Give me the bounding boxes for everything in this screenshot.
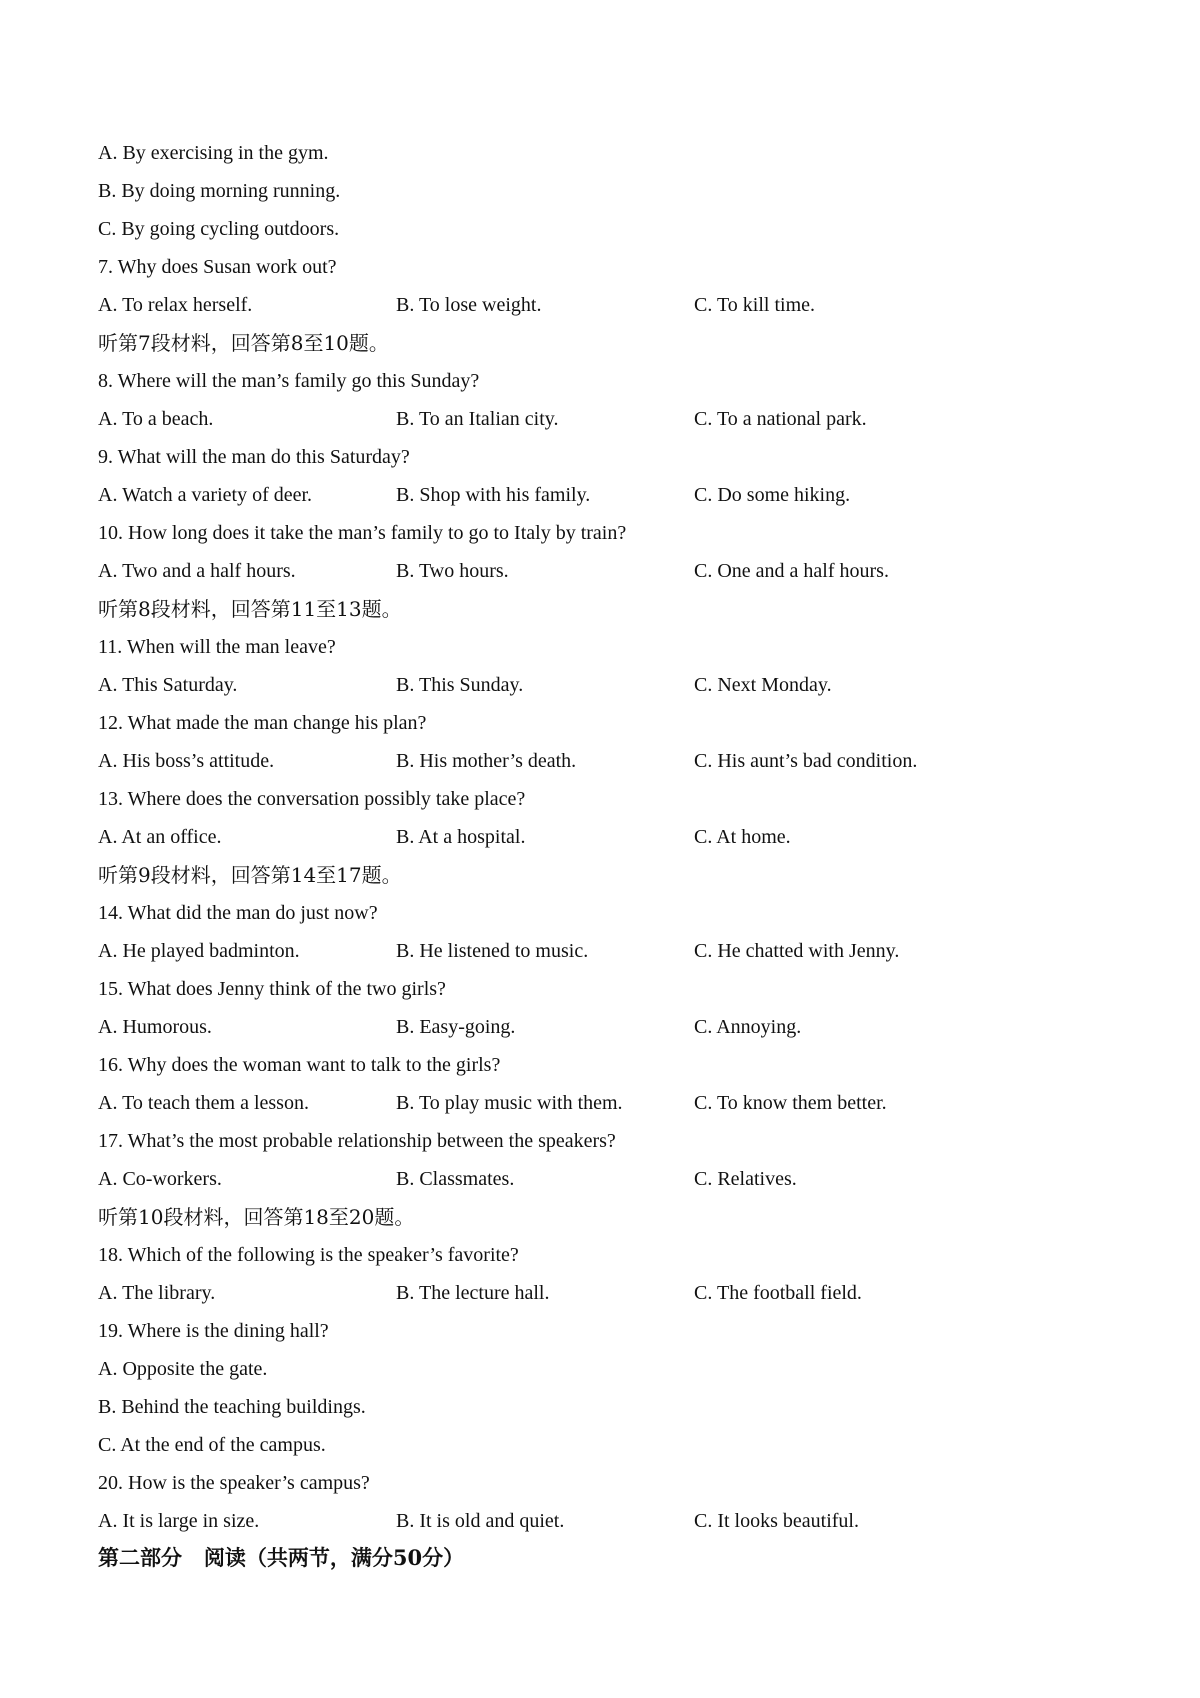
q15-option-c: C. Annoying. (694, 1016, 802, 1038)
question-11: 11. When will the man leave? (98, 636, 336, 658)
q7-option-a: A. To relax herself. (98, 294, 253, 316)
question-17: 17. What’s the most probable relationship between the speakers? (98, 1130, 616, 1152)
q7-option-c: C. To kill time. (694, 294, 816, 316)
q20-option-a: A. It is large in size. (98, 1510, 260, 1532)
q15-option-a: A. Humorous. (98, 1016, 212, 1038)
part-heading: 第二部分 阅读（共两节，满分50分） (98, 1545, 465, 1570)
option-text: C. By going cycling outdoors. (98, 218, 340, 240)
q16-option-c: C. To know them better. (694, 1092, 887, 1114)
q18-option-b: B. The lecture hall. (396, 1282, 550, 1304)
q16-option-b: B. To play music with them. (396, 1092, 623, 1114)
q16-option-a: A. To teach them a lesson. (98, 1092, 309, 1114)
q9-option-a: A. Watch a variety of deer. (98, 484, 313, 506)
q17-option-c: C. Relatives. (694, 1168, 797, 1190)
q13-option-c: C. At home. (694, 826, 791, 848)
q8-option-a: A. To a beach. (98, 408, 214, 430)
q9-option-c: C. Do some hiking. (694, 484, 851, 506)
q15-option-b: B. Easy-going. (396, 1016, 516, 1038)
q12-option-c: C. His aunt’s bad condition. (694, 750, 918, 772)
q18-option-a: A. The library. (98, 1282, 216, 1304)
q12-option-a: A. His boss’s attitude. (98, 750, 275, 772)
question-8: 8. Where will the man’s family go this Sunday? (98, 370, 480, 392)
q17-option-b: B. Classmates. (396, 1168, 515, 1190)
section-instruction: 听第8段材料，回答第11至13题。 (98, 597, 402, 621)
q17-option-a: A. Co-workers. (98, 1168, 222, 1190)
section-instruction: 听第7段材料，回答第8至10题。 (98, 331, 389, 355)
q9-option-b: B. Shop with his family. (396, 484, 591, 506)
q8-option-b: B. To an Italian city. (396, 408, 559, 430)
question-10: 10. How long does it take the man’s family to go to Italy by train? (98, 522, 627, 544)
question-12: 12. What made the man change his plan? (98, 712, 427, 734)
question-18: 18. Which of the following is the speaker’s favorite? (98, 1244, 519, 1266)
q8-option-c: C. To a national park. (694, 408, 867, 430)
q20-option-c: C. It looks beautiful. (694, 1510, 859, 1532)
section-instruction: 听第9段材料，回答第14至17题。 (98, 863, 402, 887)
q14-option-b: B. He listened to music. (396, 940, 589, 962)
question-20: 20. How is the speaker’s campus? (98, 1472, 370, 1494)
q13-option-b: B. At a hospital. (396, 826, 526, 848)
question-7: 7. Why does Susan work out? (98, 256, 337, 278)
question-13: 13. Where does the conversation possibly take place? (98, 788, 526, 810)
q11-option-b: B. This Sunday. (396, 674, 524, 696)
q14-option-a: A. He played badminton. (98, 940, 300, 962)
q10-option-c: C. One and a half hours. (694, 560, 889, 582)
q10-option-a: A. Two and a half hours. (98, 560, 296, 582)
question-16: 16. Why does the woman want to talk to the girls? (98, 1054, 501, 1076)
q19-option-a: A. Opposite the gate. (98, 1358, 268, 1380)
q11-option-a: A. This Saturday. (98, 674, 238, 696)
section-instruction: 听第10段材料，回答第18至20题。 (98, 1205, 415, 1229)
option-text: A. By exercising in the gym. (98, 142, 329, 164)
option-text: B. By doing morning running. (98, 180, 341, 202)
q20-option-b: B. It is old and quiet. (396, 1510, 565, 1532)
question-9: 9. What will the man do this Saturday? (98, 446, 410, 468)
q19-option-b: B. Behind the teaching buildings. (98, 1396, 366, 1418)
question-19: 19. Where is the dining hall? (98, 1320, 329, 1342)
question-15: 15. What does Jenny think of the two girls? (98, 978, 446, 1000)
q12-option-b: B. His mother’s death. (396, 750, 577, 772)
question-14: 14. What did the man do just now? (98, 902, 378, 924)
q11-option-c: C. Next Monday. (694, 674, 832, 696)
q14-option-c: C. He chatted with Jenny. (694, 940, 900, 962)
q19-option-c: C. At the end of the campus. (98, 1434, 326, 1456)
q18-option-c: C. The football field. (694, 1282, 862, 1304)
q7-option-b: B. To lose weight. (396, 294, 542, 316)
q10-option-b: B. Two hours. (396, 560, 509, 582)
q13-option-a: A. At an office. (98, 826, 222, 848)
